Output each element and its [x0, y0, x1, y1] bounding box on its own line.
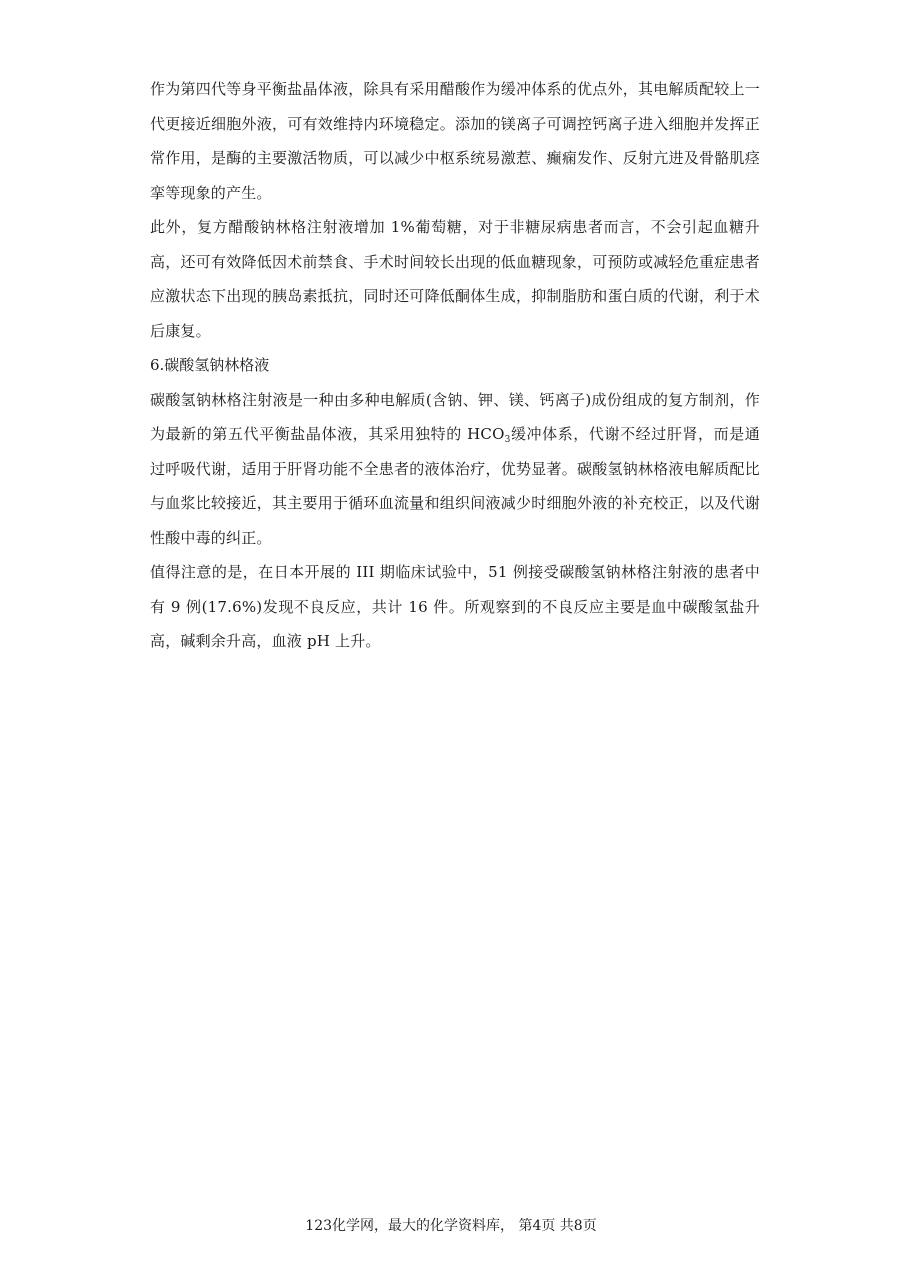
subscript-3: 3 [504, 435, 511, 445]
page-footer: 123化学网，最大的化学资料库， 第4页 共8页 [305, 1218, 597, 1234]
paragraph-acetate-glucose: 此外，复方醋酸钠林格注射液增加 1%葡萄糖，对于非糖尿病患者而言，不会引起血糖升高，还可有效降低因术前禁食、手术时间较长出现的低血糖现象，可预防或减轻危重症患者应激状态下出现的胰岛素抵抗，同时还可降低酮体生成，抑制脂肪和蛋白质的代谢，利于术后康复。 [150, 218, 760, 340]
section-heading: 6.碳酸氢钠林格液 [150, 356, 270, 374]
paragraph-text-before: 碳酸氢钠林格注射液是一种由多种电解质(含钠、钾、镁、钙离子)成份组成的复方制剂，作为最新的第五代平衡盐晶体液，其采用独特的 HCO [150, 390, 760, 443]
document-body [150, 72, 760, 659]
paragraph-bicarbonate-ringer [150, 383, 760, 556]
paragraph-fourth-generation: 作为第四代等身平衡盐晶体液，除具有采用醋酸作为缓冲体系的优点外，其电解质配较上一代更接近细胞外液，可有效维持内环境稳定。添加的镁离子可调控钙离子进入细胞并发挥正常作用，是酶的主要激活物质，可以减少中枢系统易激惹、癫痫发作、反射亢进及骨骼肌痉挛等现象的产生。 [150, 80, 760, 202]
paragraph-text-after: 缓冲体系，代谢不经过肝肾，而是通过呼吸代谢，适用于肝肾功能不全患者的液体治疗，优势显著。碳酸氢钠林格液电解质配比与血浆比较接近，其主要用于循环血流量和组织间液减少时细胞外液的补充校正，以及代谢性酸中毒的纠正。 [150, 425, 761, 547]
paragraph-clinical-trial: 值得注意的是，在日本开展的 III 期临床试验中，51 例接受碳酸氢钠林格注射液的患者中有 9 例(17.6%)发现不良反应，共计 16 件。所观察到的不良反应主要是血中碳酸氢盐升高，碱剩余升高，血液 pH 上升。 [150, 563, 760, 650]
